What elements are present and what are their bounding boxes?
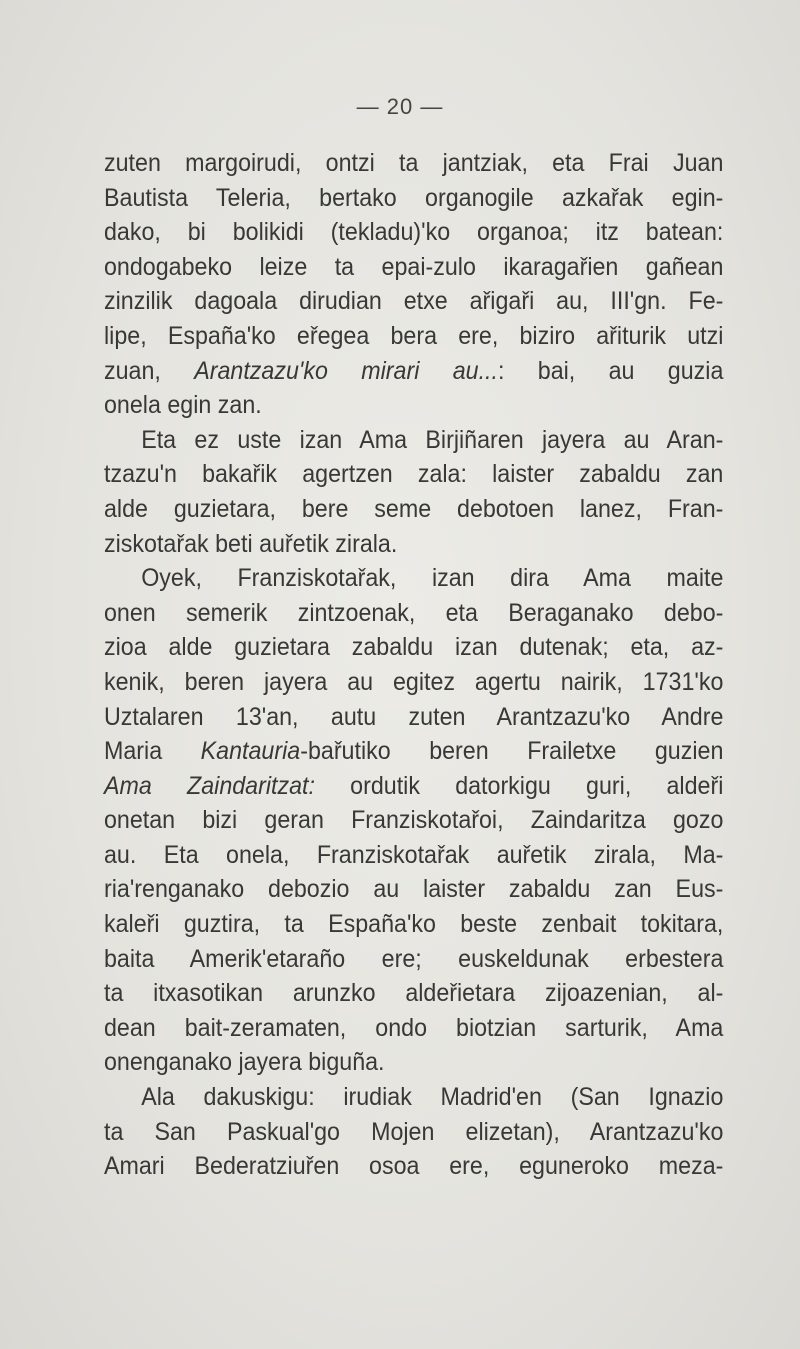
text-line	[104, 942, 723, 977]
text-run: lipe, España'ko eřegea bera ere, biziro ařiturik utzi	[104, 321, 724, 350]
text-run: dako, bi bolikidi (tekladu)'ko organoa; itz batean:	[104, 218, 724, 247]
text-line	[104, 1115, 723, 1150]
paragraph	[104, 146, 723, 423]
text-run: Amari Bederatziuřen osoa ere, eguneroko meza-	[104, 1152, 724, 1181]
text-line	[104, 734, 723, 769]
body-text	[104, 146, 723, 1184]
text-run: ordutik datorkigu guri, aldeři	[314, 771, 724, 800]
text-run: zuten margoirudi, ontzi ta jantziak, eta Frai Juan	[104, 149, 724, 177]
text-line	[104, 457, 723, 492]
text-line	[104, 284, 723, 319]
text-line	[104, 803, 723, 838]
text-run: Eta ez uste izan Ama Birjiñaren jayera au Aran-	[141, 425, 724, 454]
text-line	[104, 838, 723, 873]
text-line	[104, 492, 723, 527]
text-line	[104, 976, 723, 1011]
text-line	[104, 1011, 723, 1046]
text-line	[104, 700, 723, 735]
text-run: kenik, beren jayera au egitez agertu nairik, 1731'ko	[104, 667, 724, 696]
text-run: -bařutiko beren Frailetxe guzien	[300, 737, 724, 766]
text-run: onetan bizi geran Franziskotařoi, Zaindaritza gozo	[104, 806, 724, 835]
text-run: onela egin zan.	[104, 391, 262, 420]
text-line	[104, 215, 723, 250]
text-run: zinzilik dagoala dirudian etxe ařigaři au, III'gn. Fe-	[104, 287, 724, 316]
text-run: baita Amerik'etaraño ere; euskeldunak erbestera	[104, 944, 724, 973]
text-line	[104, 1149, 723, 1184]
text-run: ziskotařak beti auřetik zirala.	[104, 529, 398, 558]
text-line	[104, 561, 723, 596]
italic-text: Arantzazu'ko mirari au...	[194, 356, 498, 385]
text-line	[104, 146, 723, 181]
text-run: zioa alde guzietara zabaldu izan dutenak; eta, az-	[104, 633, 724, 662]
text-run: ta San Paskual'go Mojen elizetan), Arantzazu'ko	[104, 1117, 724, 1146]
paragraph	[104, 1080, 723, 1184]
text-line	[104, 1080, 723, 1115]
text-run: Maria	[104, 737, 201, 766]
text-line	[104, 665, 723, 700]
text-line	[104, 907, 723, 942]
italic-text: Kantauria	[200, 737, 301, 766]
text-line	[104, 769, 723, 804]
text-line	[104, 630, 723, 665]
text-run: kaleři guztira, ta España'ko beste zenbait tokitara,	[104, 910, 724, 939]
text-run: tzazu'n bakařik agertzen zala: laister zabaldu zan	[104, 460, 724, 489]
text-run: Bautista Teleria, bertako organogile azkařak egin-	[104, 183, 724, 212]
text-run: zuan,	[104, 356, 195, 385]
text-run: Ala dakuskigu: irudiak Madrid'en (San Ignazio	[141, 1083, 724, 1112]
text-run: Uztalaren 13'an, autu zuten Arantzazu'ko Andre	[104, 702, 724, 731]
text-line	[104, 181, 723, 216]
text-run: Oyek, Franziskotařak, izan dira Ama maite	[141, 564, 724, 593]
text-line	[104, 250, 723, 285]
text-line	[104, 872, 723, 907]
text-run: dean bait-zeramaten, ondo biotzian sarturik, Ama	[104, 1013, 724, 1042]
text-run: ria'renganako debozio au laister zabaldu zan Eus-	[104, 875, 724, 904]
text-run: au. Eta onela, Franziskotařak auřetik zirala, Ma-	[104, 840, 724, 869]
text-run: ondogabeko leize ta epai-zulo ikaragařien gañean	[104, 252, 724, 281]
text-run: alde guzietara, bere seme debotoen lanez, Fran-	[104, 494, 724, 523]
text-line	[104, 423, 723, 458]
text-run: ta itxasotikan arunzko aldeřietara zijoazenian, al-	[104, 979, 724, 1008]
text-line	[104, 596, 723, 631]
italic-text: Ama Zaindaritzat:	[104, 771, 315, 800]
paragraph	[104, 423, 723, 561]
page-number: — 20 —	[356, 94, 444, 119]
text-line	[104, 388, 723, 423]
text-run: onenganako jayera biguña.	[104, 1048, 385, 1077]
text-line	[104, 527, 723, 562]
text-line	[104, 354, 723, 389]
text-run: : bai, au guzia	[497, 356, 724, 385]
paragraph	[104, 561, 723, 1080]
text-line	[104, 319, 723, 354]
text-line	[104, 1045, 723, 1080]
text-run: onen semerik zintzoenak, eta Beraganako debo-	[104, 598, 724, 627]
